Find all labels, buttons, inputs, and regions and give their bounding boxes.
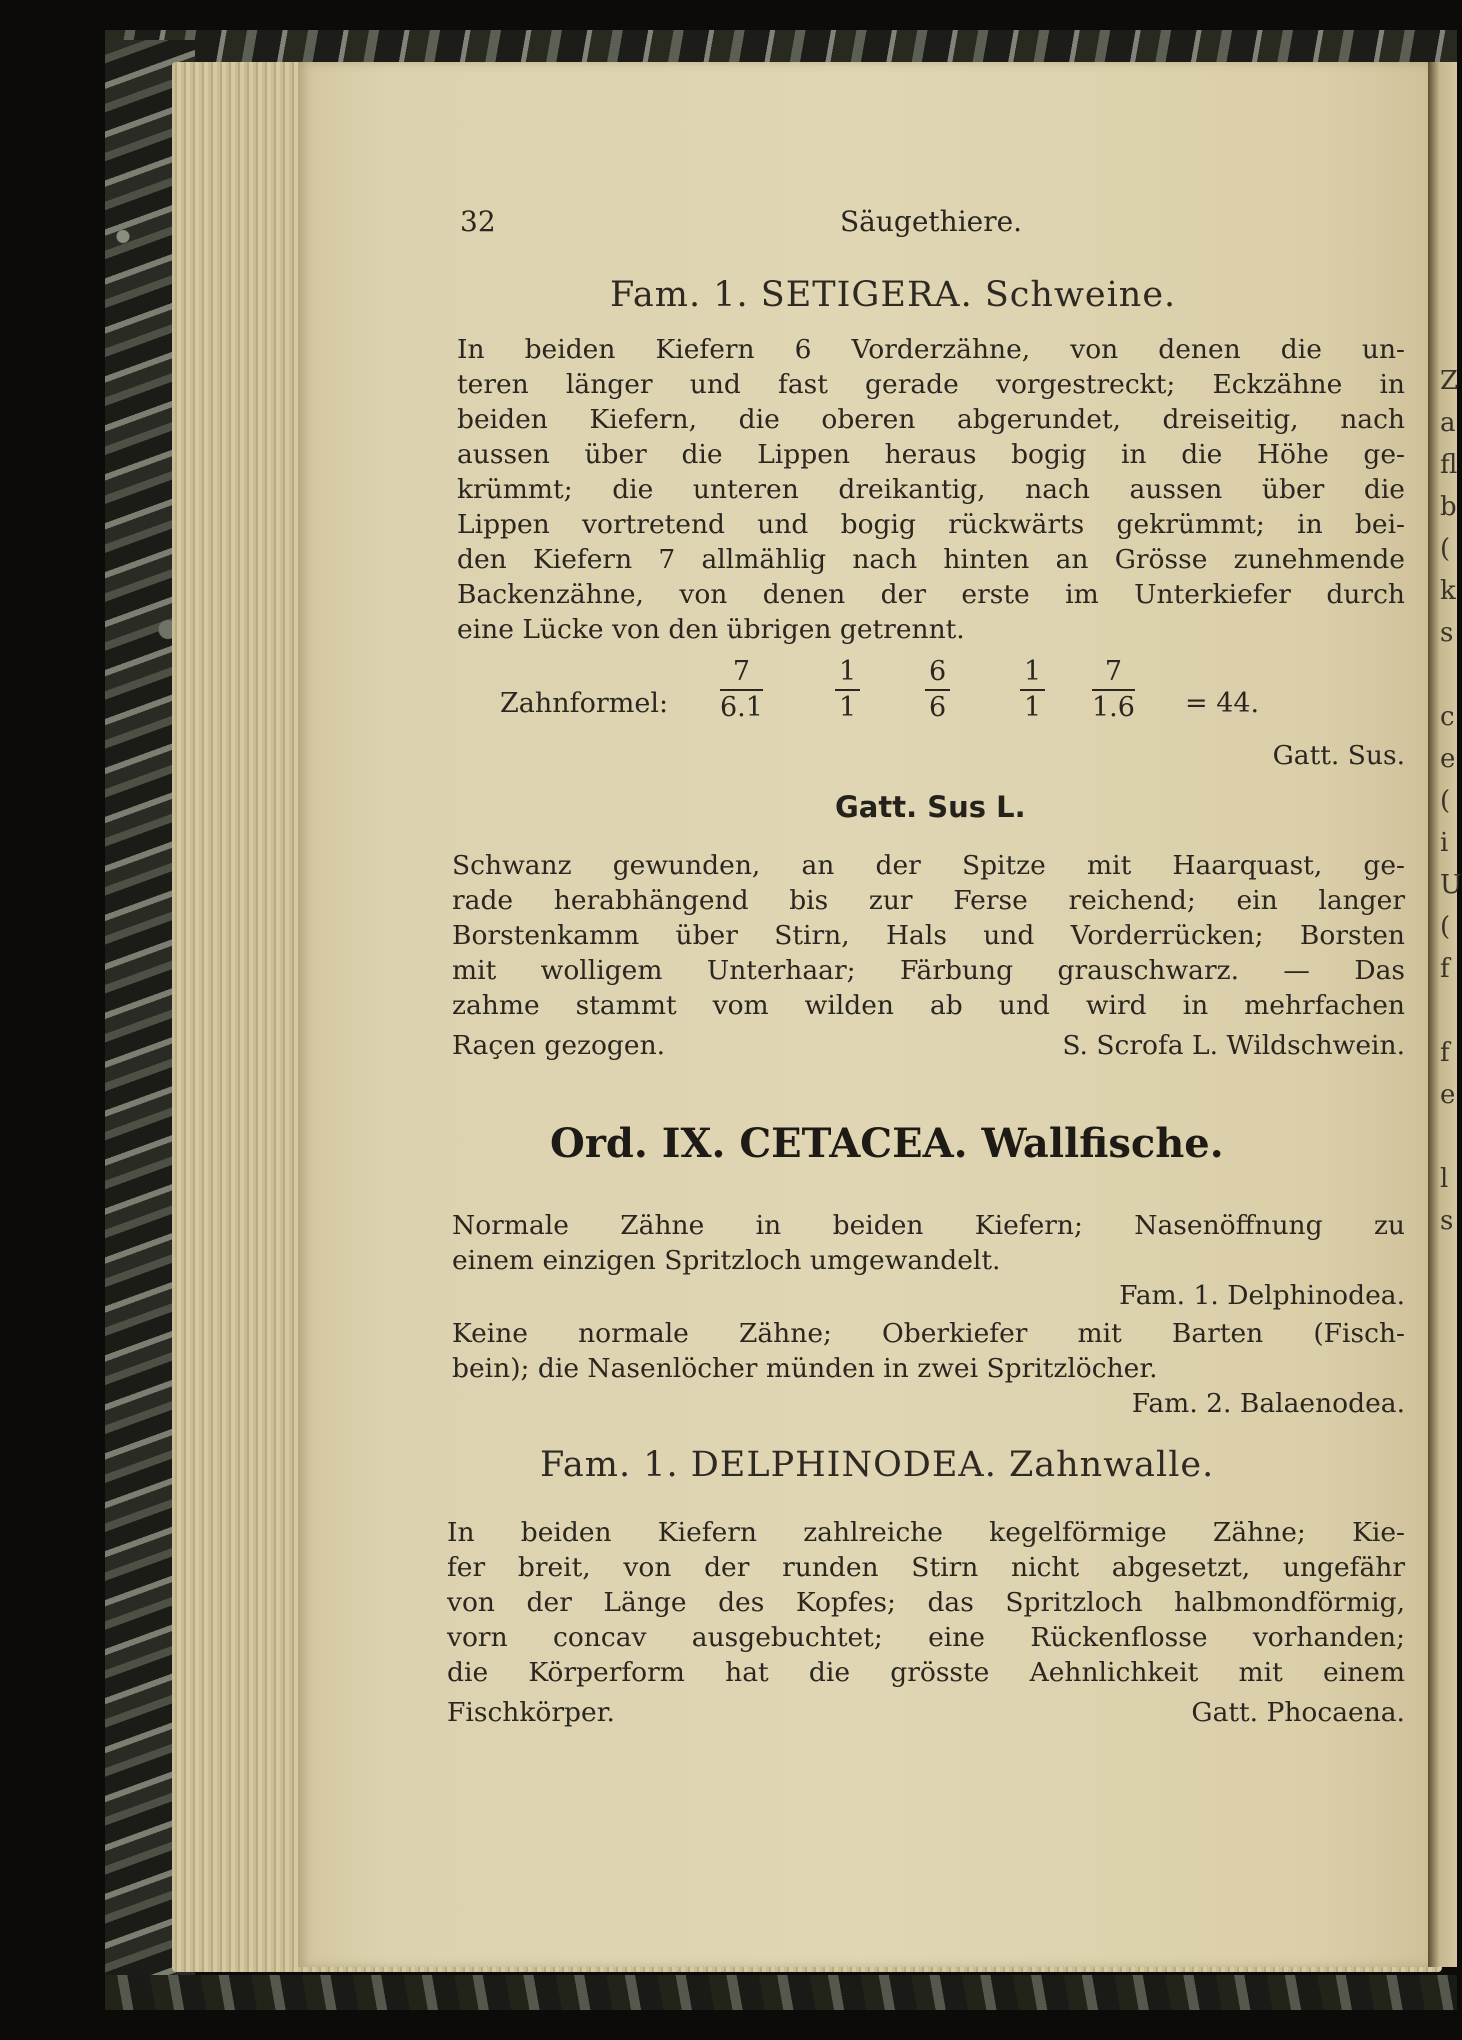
genus-reference-sus: Gatt. Sus.	[1272, 740, 1405, 771]
facing-page-letter	[1440, 990, 1457, 1032]
fraction-numerator: 6	[925, 655, 950, 691]
text-line: Borstenkamm über Stirn, Hals und Vorderrücken; Borsten	[452, 920, 1405, 951]
facing-page-letter: f	[1440, 954, 1450, 984]
genus-reference-phocaena: Gatt. Phocaena.	[1191, 1697, 1405, 1728]
text-line: mit wolligem Unterhaar; Färbung grauschwarz. — Das	[452, 955, 1405, 986]
text-line: fer breit, von der runden Stirn nicht abgesetzt, ungefähr	[447, 1552, 1405, 1583]
book-cover-bottom	[105, 1975, 1457, 2010]
facing-page-letter	[1440, 1116, 1457, 1158]
facing-page-letter: Z	[1440, 366, 1459, 396]
text-line: Lippen vortretend und bogig rückwärts gekrümmt; in bei-	[457, 509, 1405, 540]
fraction-numerator: 1	[835, 655, 860, 691]
family-reference-delphinodea: Fam. 1. Delphinodea.	[1119, 1280, 1405, 1311]
fraction-numerator: 7	[720, 655, 763, 691]
facing-page-letter: s	[1440, 1206, 1454, 1236]
facing-page-letter: b	[1440, 492, 1457, 522]
page-number: 32	[460, 205, 496, 238]
fraction-denominator: 1	[839, 692, 857, 723]
formula-result: = 44.	[1185, 688, 1260, 719]
paragraph-cetacea-1	[452, 1208, 1405, 1278]
formula-fraction	[720, 655, 763, 725]
fraction-numerator: 7	[1092, 655, 1135, 691]
fraction-numerator: 1	[1020, 655, 1045, 691]
text-line: beiden Kiefern, die oberen abgerundet, dreiseitig, nach	[457, 404, 1405, 435]
facing-page-letter: (	[1440, 912, 1451, 942]
family-reference-balaenodea: Fam. 2. Balaenodea.	[1131, 1388, 1405, 1419]
formula-fraction	[835, 655, 860, 725]
facing-page-letter: (	[1440, 534, 1451, 564]
facing-page-letter: f	[1440, 1038, 1450, 1068]
facing-page-letter: k	[1440, 576, 1456, 606]
paragraph-sus	[452, 848, 1405, 1023]
formula-label: Zahnformel:	[500, 688, 669, 719]
paragraph-cetacea-2	[452, 1316, 1405, 1386]
text-line: zahme stammt vom wilden ab und wird in mehrfachen	[452, 990, 1405, 1021]
fraction-denominator: 6.1	[720, 692, 763, 723]
heading-order-cetacea: Ord. IX. CETACEA. Wallfische.	[550, 1120, 1224, 1167]
facing-page-letter: i	[1440, 828, 1449, 858]
delphinodea-last-line-left: Fischkörper.	[447, 1697, 615, 1728]
text-line: von der Länge des Kopfes; das Spritzloch halbmondförmig,	[447, 1587, 1405, 1618]
text-line: In beiden Kiefern 6 Vorderzähne, von denen die un-	[457, 334, 1405, 365]
facing-page-letter: fl	[1440, 450, 1458, 480]
facing-page-letter: e	[1440, 1080, 1456, 1110]
fraction-denominator: 1	[1024, 692, 1042, 723]
running-title: Säugethiere.	[840, 205, 1023, 238]
page-header	[460, 205, 1400, 245]
text-line: eine Lücke von den übrigen getrennt.	[457, 614, 965, 645]
text-line: aussen über die Lippen heraus bogig in die Höhe ge-	[457, 439, 1405, 470]
formula-fraction	[1092, 655, 1135, 725]
fraction-denominator: 1.6	[1092, 692, 1135, 723]
facing-page-letter: s	[1440, 618, 1454, 648]
facing-page-letter	[1440, 654, 1457, 696]
facing-page-letter: (	[1440, 786, 1451, 816]
text-line: den Kiefern 7 allmählig nach hinten an Grösse zunehmende	[457, 544, 1405, 575]
facing-page-fragments	[1440, 360, 1462, 1242]
text-line: In beiden Kiefern zahlreiche kegelförmige Zähne; Kie-	[447, 1517, 1405, 1548]
formula-fraction	[925, 655, 950, 725]
text-line: teren länger und fast gerade vorgestreckt; Eckzähne in	[457, 369, 1405, 400]
tooth-formula	[500, 655, 1320, 735]
text-line: rade herabhängend bis zur Ferse reichend; ein langer	[452, 885, 1405, 916]
fraction-denominator: 6	[929, 692, 947, 723]
text-line: die Körperform hat die grösste Aehnlichkeit mit einem	[447, 1657, 1405, 1688]
text-line: Backenzähne, von denen der erste im Unterkiefer durch	[457, 579, 1405, 610]
sus-last-line-left: Raçen gezogen.	[452, 1030, 666, 1061]
formula-fraction	[1020, 655, 1045, 725]
facing-page-letter: U	[1440, 870, 1462, 900]
text-line: Schwanz gewunden, an der Spitze mit Haarquast, ge-	[452, 850, 1405, 881]
facing-page-letter: e	[1440, 744, 1456, 774]
text-line: Keine normale Zähne; Oberkiefer mit Barten (Fisch-	[452, 1318, 1405, 1349]
facing-page-letter: c	[1440, 702, 1455, 732]
species-reference-scrofa: S. Scrofa L. Wildschwein.	[1062, 1030, 1405, 1061]
text-line: bein); die Nasenlöcher münden in zwei Spritzlöcher.	[452, 1353, 1158, 1384]
heading-delphinodea: Fam. 1. DELPHINODEA. Zahnwalle.	[540, 1445, 1215, 1485]
heading-genus-sus: Gatt. Sus L.	[835, 790, 1026, 824]
facing-page-letter: a	[1440, 408, 1456, 438]
paragraph-setigera	[457, 332, 1405, 647]
paragraph-delphinodea	[447, 1515, 1405, 1690]
text-line: vorn concav ausgebuchtet; eine Rückenflosse vorhanden;	[447, 1622, 1405, 1653]
heading-setigera: Fam. 1. SETIGERA. Schweine.	[610, 275, 1177, 315]
facing-page-letter: l	[1440, 1164, 1449, 1194]
text-line: krümmt; die unteren dreikantig, nach aussen über die	[457, 474, 1405, 505]
text-line: Normale Zähne in beiden Kiefern; Nasenöffnung zu	[452, 1210, 1405, 1241]
text-line: einem einzigen Spritzloch umgewandelt.	[452, 1245, 1001, 1276]
